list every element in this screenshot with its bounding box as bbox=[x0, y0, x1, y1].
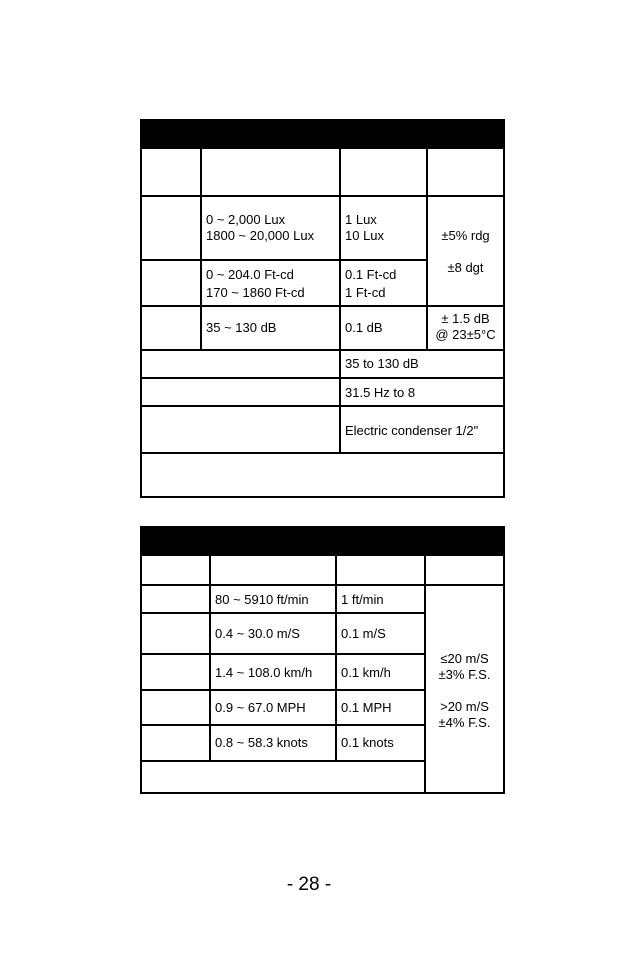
velocity-resolution-ms: 0.1 m/S bbox=[341, 626, 386, 641]
light-accuracy-dgt: ±8 dgt bbox=[447, 260, 484, 275]
measurement-range-value: 35 to 130 dB bbox=[345, 356, 419, 371]
lux-range-2: 1800 ~ 20,000 Lux bbox=[206, 228, 315, 243]
light-sound-spec-table bbox=[140, 119, 505, 498]
lux-resolution-1: 1 Lux bbox=[345, 212, 377, 227]
velocity-range-mph: 0.9 ~ 67.0 MPH bbox=[215, 700, 306, 715]
velocity-accuracy-3: >20 m/S bbox=[440, 699, 489, 714]
ftcd-range-1: 0 ~ 204.0 Ft-cd bbox=[206, 267, 294, 282]
velocity-resolution-kmh: 0.1 km/h bbox=[341, 665, 391, 680]
db-accuracy-2: @ 23±5°C bbox=[435, 327, 496, 342]
air-velocity-spec-table bbox=[140, 526, 505, 794]
db-range: 35 ~ 130 dB bbox=[206, 320, 277, 335]
velocity-range-kmh: 1.4 ~ 108.0 km/h bbox=[215, 665, 313, 680]
microphone-value: Electric condenser 1/2" bbox=[345, 423, 479, 438]
table-header-bar bbox=[142, 528, 503, 556]
velocity-resolution-ftmin: 1 ft/min bbox=[341, 592, 384, 607]
velocity-range-knots: 0.8 ~ 58.3 knots bbox=[215, 735, 308, 750]
velocity-accuracy-4: ±4% F.S. bbox=[438, 715, 491, 730]
velocity-accuracy-2: ±3% F.S. bbox=[438, 667, 491, 682]
frequency-value: 31.5 Hz to 8 bbox=[345, 385, 416, 400]
velocity-range-ftmin: 80 ~ 5910 ft/min bbox=[215, 592, 309, 607]
velocity-range-ms: 0.4 ~ 30.0 m/S bbox=[215, 626, 300, 641]
db-accuracy-1: ± 1.5 dB bbox=[441, 311, 490, 326]
ftcd-range-2: 170 ~ 1860 Ft-cd bbox=[206, 285, 305, 300]
lux-range-1: 0 ~ 2,000 Lux bbox=[206, 212, 286, 227]
lux-resolution-2: 10 Lux bbox=[345, 228, 385, 243]
ftcd-resolution-2: 1 Ft-cd bbox=[345, 285, 386, 300]
table-header-bar bbox=[142, 121, 503, 149]
light-accuracy-rdg: ±5% rdg bbox=[441, 228, 490, 243]
velocity-resolution-knots: 0.1 knots bbox=[341, 735, 394, 750]
velocity-resolution-mph: 0.1 MPH bbox=[341, 700, 392, 715]
db-resolution: 0.1 dB bbox=[345, 320, 383, 335]
velocity-accuracy-1: ≤20 m/S bbox=[440, 651, 489, 666]
page-number: - 28 - bbox=[286, 874, 332, 895]
ftcd-resolution-1: 0.1 Ft-cd bbox=[345, 267, 397, 282]
